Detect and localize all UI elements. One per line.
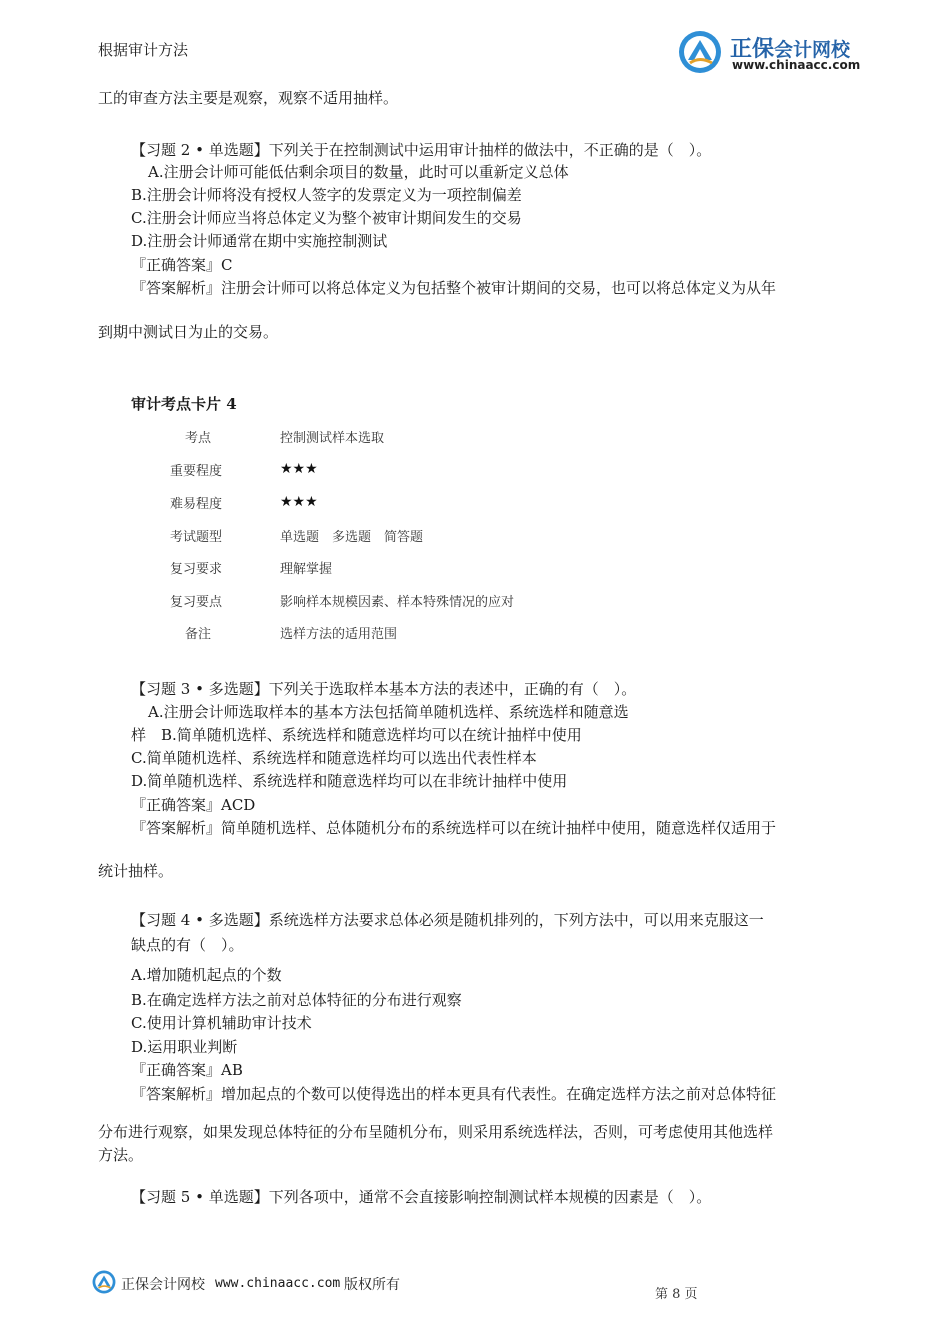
option-a: A.注册会计师选取样本的基本方法包括简单随机选样、系统选样和随意选 — [148, 703, 629, 721]
row-value-type: 单选题 多选题 简答题 — [280, 530, 424, 545]
answer-analysis-cont: 统计抽样。 — [98, 862, 174, 880]
question-stem: 【习题 2 • 单选题】下列关于在控制测试中运用审计抽样的做法中，不正确的是（ ）。 — [131, 141, 712, 159]
section-heading: 审计考点卡片 4 — [131, 395, 237, 413]
question-5-stem: 【习题 5 • 单选题】下列各项中，通常不会直接影响控制测试样本规模的因素是（ ）。 — [131, 1188, 712, 1206]
page-number: 第 8 页 — [655, 1287, 698, 1302]
row-label-type: 考试题型 — [170, 530, 223, 545]
option-c: C.简单随机选样、系统选样和随意选样均可以选出代表性样本 — [131, 749, 537, 767]
answer-analysis: 『答案解析』增加起点的个数可以使得选出的样本更具有代表性。在确定选样方法之前对总体特征 — [131, 1085, 777, 1103]
row-label-importance: 重要程度 — [170, 464, 223, 479]
correct-answer: 『正确答案』ACD — [131, 796, 256, 814]
option-d: D.注册会计师通常在期中实施控制测试 — [131, 232, 388, 250]
header-logo — [678, 30, 868, 74]
answer-analysis-cont: 到期中测试日为止的交易。 — [98, 323, 279, 341]
answer-analysis: 『答案解析』注册会计师可以将总体定义为包括整个被审计期间的交易，也可以将总体定义为从年 — [131, 279, 777, 297]
option-b: B.注册会计师将没有授权人签字的发票定义为一项控制偏差 — [131, 186, 522, 204]
chinaacc-logo-icon — [678, 30, 722, 74]
answer-analysis-end: 方法。 — [98, 1146, 144, 1164]
row-value-note: 选样方法的适用范围 — [280, 627, 398, 642]
row-label-keypoints: 复习要点 — [170, 595, 223, 610]
option-c: C.注册会计师应当将总体定义为整个被审计期间发生的交易 — [131, 209, 522, 227]
option-a: A.增加随机起点的个数 — [131, 966, 282, 984]
correct-answer: 『正确答案』AB — [131, 1061, 243, 1079]
logo-url: www.chinaacc.com — [732, 58, 861, 72]
option-b: B.在确定选样方法之前对总体特征的分布进行观察 — [131, 991, 462, 1009]
row-value-requirement: 理解掌握 — [280, 562, 333, 577]
footer-rights: 版权所有 — [344, 1277, 400, 1293]
row-value-keypoints: 影响样本规模因素、样本特殊情况的应对 — [280, 595, 515, 610]
row-label-requirement: 复习要求 — [170, 562, 223, 577]
importance-stars: ★★★ — [280, 461, 318, 477]
option-d: D.运用职业判断 — [131, 1038, 238, 1056]
logo-brand: 正保 — [730, 37, 775, 62]
row-label-kaodian: 考点 — [185, 431, 212, 446]
intro-line: 工的审查方法主要是观察，观察不适用抽样。 — [98, 89, 399, 107]
option-a: A.注册会计师可能低估剩余项目的数量，此时可以重新定义总体 — [148, 163, 569, 181]
option-a-cont-b: 样 B.简单随机选样、系统选样和随意选样均可以在统计抽样中使用 — [131, 726, 582, 744]
option-c: C.使用计算机辅助审计技术 — [131, 1014, 312, 1032]
logo-name: 会计网校 — [774, 39, 851, 61]
row-label-difficulty: 难易程度 — [170, 497, 223, 512]
option-d: D.简单随机选样、系统选样和随意选样均可以在非统计抽样中使用 — [131, 772, 568, 790]
correct-answer: 『正确答案』C — [131, 256, 233, 274]
question-stem: 【习题 3 • 多选题】下列关于选取样本基本方法的表述中，正确的有（ ）。 — [131, 680, 637, 698]
question-stem-cont: 缺点的有（ ）。 — [131, 936, 244, 954]
row-label-note: 备注 — [185, 627, 212, 642]
answer-analysis-cont: 分布进行观察，如果发现总体特征的分布呈随机分布，则采用系统选样法，否则，可考虑使用其他选样 — [98, 1123, 774, 1141]
footer-brand: 正保会计网校 — [121, 1277, 205, 1293]
question-stem: 【习题 4 • 多选题】系统选样方法要求总体必须是随机排列的，下列方法中，可以用来克服这一 — [131, 911, 764, 929]
row-value-kaodian: 控制测试样本选取 — [280, 431, 385, 446]
answer-analysis: 『答案解析』简单随机选样、总体随机分布的系统选样可以在统计抽样中使用，随意选样仅适用于 — [131, 819, 777, 837]
top-cut-text: 根据审计方法 — [98, 41, 189, 59]
difficulty-stars: ★★★ — [280, 494, 318, 510]
footer-logo-icon — [92, 1270, 116, 1294]
footer-url[interactable]: www.chinaacc.com — [215, 1276, 341, 1291]
